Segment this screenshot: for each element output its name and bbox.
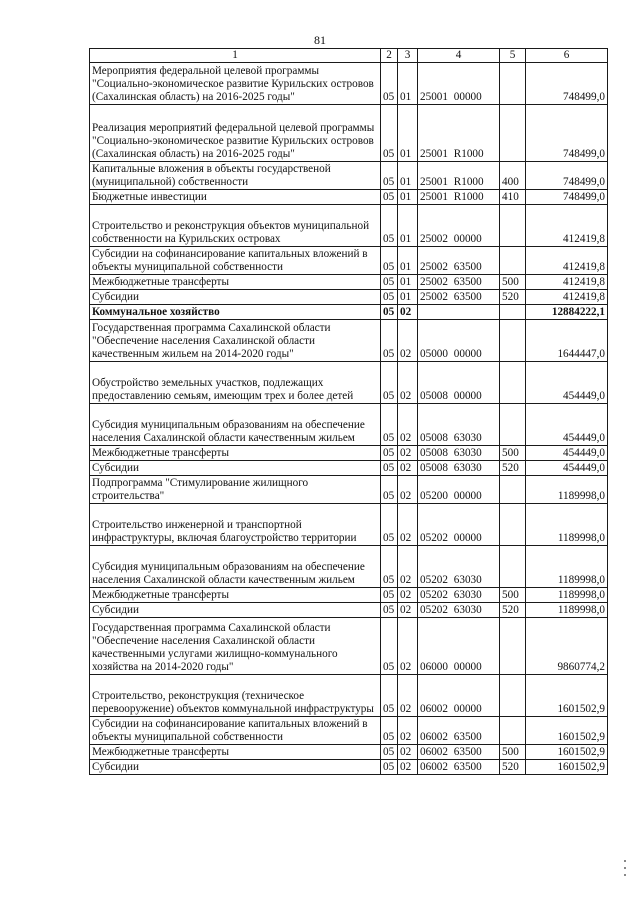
section-code: 05	[381, 476, 398, 504]
amount: 412419,8	[526, 290, 608, 305]
item-name: Капитальные вложения в объекты государственой (муниципальной) собственности	[90, 162, 381, 190]
target-article-code: 25001 R1000	[418, 105, 500, 162]
section-code: 05	[381, 205, 398, 247]
section-code: 05	[381, 717, 398, 745]
subsection-code: 02	[398, 446, 418, 461]
table-row	[90, 461, 608, 476]
header-cell: 6	[526, 49, 608, 63]
item-name: Реализация мероприятий федеральной целевой программы "Социально-экономическое развитие Курильских островов (Сахалинская область) на 2016-2025 годы"	[90, 105, 381, 162]
target-article-code: 06002 63500	[418, 717, 500, 745]
target-article-code: 05008 63030	[418, 461, 500, 476]
item-name: Строительство, реконструкция (техническое перевооружение) объектов коммунальной инфраструктуры	[90, 675, 381, 717]
amount: 1644447,0	[526, 320, 608, 362]
header-row	[90, 49, 608, 63]
section-code: 05	[381, 461, 398, 476]
header-cell: 3	[398, 49, 418, 63]
expense-type-code: 400	[500, 162, 526, 190]
subsection-code: 02	[398, 588, 418, 603]
amount: 748499,0	[526, 63, 608, 105]
item-name: Субсидия муниципальным образованиям на обеспечение населения Сахалинской области качественным жильем	[90, 546, 381, 588]
table-row	[90, 247, 608, 275]
table-row	[90, 618, 608, 675]
amount: 748499,0	[526, 105, 608, 162]
item-name: Коммунальное хозяйство	[90, 305, 381, 320]
table-row	[90, 205, 608, 247]
target-article-code: 06002 63500	[418, 760, 500, 775]
amount: 1189998,0	[526, 504, 608, 546]
dot	[624, 874, 626, 876]
target-article-code: 05008 00000	[418, 362, 500, 404]
amount: 412419,8	[526, 205, 608, 247]
section-code: 05	[381, 546, 398, 588]
expense-type-code	[500, 675, 526, 717]
subsection-code: 02	[398, 504, 418, 546]
table-row	[90, 105, 608, 162]
item-name: Субсидии на софинансирование капитальных вложений в объекты муниципальной собственности	[90, 717, 381, 745]
section-code: 05	[381, 504, 398, 546]
item-name: Межбюджетные трансферты	[90, 275, 381, 290]
item-name: Государственная программа Сахалинской области "Обеспечение населения Сахалинской области качественными услугами жилищно-коммунального хозяйства на 2014-2020 годы"	[90, 618, 381, 675]
table-row	[90, 305, 608, 320]
table-row	[90, 717, 608, 745]
item-name: Строительство и реконструкция объектов муниципальной собственности на Курильских островах	[90, 205, 381, 247]
expense-type-code	[500, 618, 526, 675]
amount: 1601502,9	[526, 675, 608, 717]
section-code: 05	[381, 105, 398, 162]
target-article-code: 25001 R1000	[418, 162, 500, 190]
expense-type-code: 520	[500, 461, 526, 476]
header-cell: 1	[90, 49, 381, 63]
section-code: 05	[381, 362, 398, 404]
amount: 1189998,0	[526, 476, 608, 504]
table-row	[90, 404, 608, 446]
table-row	[90, 446, 608, 461]
amount: 454449,0	[526, 404, 608, 446]
expense-type-code	[500, 247, 526, 275]
expense-type-code	[500, 205, 526, 247]
section-code: 05	[381, 675, 398, 717]
amount: 748499,0	[526, 190, 608, 205]
table-row	[90, 290, 608, 305]
expense-type-code	[500, 476, 526, 504]
section-code: 05	[381, 305, 398, 320]
section-code: 05	[381, 760, 398, 775]
expense-type-code: 410	[500, 190, 526, 205]
amount: 454449,0	[526, 446, 608, 461]
item-name: Межбюджетные трансферты	[90, 446, 381, 461]
section-code: 05	[381, 320, 398, 362]
table-row	[90, 603, 608, 618]
table-row	[90, 63, 608, 105]
expense-type-code	[500, 504, 526, 546]
amount: 454449,0	[526, 461, 608, 476]
scan-artifact-dots	[624, 860, 628, 890]
target-article-code: 25002 63500	[418, 290, 500, 305]
amount: 454449,0	[526, 362, 608, 404]
section-code: 05	[381, 745, 398, 760]
subsection-code: 02	[398, 305, 418, 320]
target-article-code: 25002 63500	[418, 247, 500, 275]
expense-type-code	[500, 362, 526, 404]
table-row	[90, 546, 608, 588]
target-article-code: 05008 63030	[418, 404, 500, 446]
amount: 1189998,0	[526, 546, 608, 588]
dot	[624, 860, 626, 862]
expense-type-code: 500	[500, 745, 526, 760]
section-code: 05	[381, 588, 398, 603]
amount: 412419,8	[526, 275, 608, 290]
expense-type-code: 500	[500, 275, 526, 290]
subsection-code: 01	[398, 105, 418, 162]
amount: 1189998,0	[526, 603, 608, 618]
target-article-code	[418, 305, 500, 320]
target-article-code: 05008 63030	[418, 446, 500, 461]
table-row	[90, 588, 608, 603]
target-article-code: 25001 R1000	[418, 190, 500, 205]
amount: 412419,8	[526, 247, 608, 275]
section-code: 05	[381, 190, 398, 205]
subsection-code: 01	[398, 190, 418, 205]
item-name: Государственная программа Сахалинской области "Обеспечение населения Сахалинской области качественным жильем на 2014-2020 годы"	[90, 320, 381, 362]
subsection-code: 02	[398, 320, 418, 362]
amount: 1601502,9	[526, 760, 608, 775]
item-name: Подпрограмма "Стимулирование жилищного строительства"	[90, 476, 381, 504]
item-name: Субсидии	[90, 461, 381, 476]
section-code: 05	[381, 290, 398, 305]
subsection-code: 01	[398, 162, 418, 190]
subsection-code: 02	[398, 603, 418, 618]
table-row	[90, 745, 608, 760]
target-article-code: 06002 63500	[418, 745, 500, 760]
target-article-code: 05202 00000	[418, 504, 500, 546]
subsection-code: 01	[398, 290, 418, 305]
amount: 1189998,0	[526, 588, 608, 603]
subsection-code: 02	[398, 745, 418, 760]
section-code: 05	[381, 446, 398, 461]
table-row	[90, 504, 608, 546]
expense-type-code	[500, 63, 526, 105]
item-name: Субсидии на софинансирование капитальных вложений в объекты муниципальной собственности	[90, 247, 381, 275]
target-article-code: 25002 00000	[418, 205, 500, 247]
expense-type-code	[500, 320, 526, 362]
target-article-code: 25002 63500	[418, 275, 500, 290]
item-name: Бюджетные инвестиции	[90, 190, 381, 205]
target-article-code: 05200 00000	[418, 476, 500, 504]
subsection-code: 01	[398, 247, 418, 275]
expense-type-code: 520	[500, 603, 526, 618]
amount: 12884222,1	[526, 305, 608, 320]
table-row	[90, 675, 608, 717]
item-name: Межбюджетные трансферты	[90, 745, 381, 760]
item-name: Мероприятия федеральной целевой программы "Социально-экономическое развитие Курильских островов (Сахалинская область) на 2016-2025 годы"	[90, 63, 381, 105]
header-cell: 4	[418, 49, 500, 63]
table-row	[90, 275, 608, 290]
header-cell: 2	[381, 49, 398, 63]
item-name: Субсидии	[90, 603, 381, 618]
table-row	[90, 760, 608, 775]
amount: 9860774,2	[526, 618, 608, 675]
subsection-code: 02	[398, 476, 418, 504]
expense-type-code	[500, 105, 526, 162]
dot	[624, 867, 626, 869]
item-name: Строительство инженерной и транспортной инфраструктуры, включая благоустройство территории	[90, 504, 381, 546]
table-body	[90, 49, 608, 775]
expense-type-code	[500, 404, 526, 446]
item-name: Межбюджетные трансферты	[90, 588, 381, 603]
expense-type-code	[500, 546, 526, 588]
subsection-code: 02	[398, 546, 418, 588]
item-name: Субсидии	[90, 290, 381, 305]
section-code: 05	[381, 63, 398, 105]
section-code: 05	[381, 404, 398, 446]
page-number: 81	[314, 33, 326, 47]
amount: 748499,0	[526, 162, 608, 190]
table-row	[90, 190, 608, 205]
table-row	[90, 476, 608, 504]
target-article-code: 05202 63030	[418, 546, 500, 588]
expense-type-code: 520	[500, 760, 526, 775]
item-name: Обустройство земельных участков, подлежащих предоставлению семьям, имеющим трех и более детей	[90, 362, 381, 404]
expense-type-code	[500, 305, 526, 320]
subsection-code: 02	[398, 618, 418, 675]
amount: 1601502,9	[526, 717, 608, 745]
section-code: 05	[381, 603, 398, 618]
section-code: 05	[381, 275, 398, 290]
expense-type-code	[500, 717, 526, 745]
subsection-code: 02	[398, 461, 418, 476]
subsection-code: 02	[398, 760, 418, 775]
subsection-code: 02	[398, 404, 418, 446]
section-code: 05	[381, 162, 398, 190]
amount: 1601502,9	[526, 745, 608, 760]
subsection-code: 02	[398, 362, 418, 404]
target-article-code: 06002 00000	[418, 675, 500, 717]
target-article-code: 05202 63030	[418, 603, 500, 618]
target-article-code: 06000 00000	[418, 618, 500, 675]
section-code: 05	[381, 247, 398, 275]
expense-type-code: 520	[500, 290, 526, 305]
header-cell: 5	[500, 49, 526, 63]
section-code: 05	[381, 618, 398, 675]
table-row	[90, 162, 608, 190]
subsection-code: 02	[398, 675, 418, 717]
expense-type-code: 500	[500, 588, 526, 603]
target-article-code: 05202 63030	[418, 588, 500, 603]
target-article-code: 25001 00000	[418, 63, 500, 105]
subsection-code: 01	[398, 205, 418, 247]
subsection-code: 02	[398, 717, 418, 745]
table-row	[90, 362, 608, 404]
budget-table	[89, 48, 608, 775]
subsection-code: 01	[398, 63, 418, 105]
expense-type-code: 500	[500, 446, 526, 461]
table-row	[90, 320, 608, 362]
target-article-code: 05000 00000	[418, 320, 500, 362]
item-name: Субсидия муниципальным образованиям на обеспечение населения Сахалинской области качественным жильем	[90, 404, 381, 446]
subsection-code: 01	[398, 275, 418, 290]
item-name: Субсидии	[90, 760, 381, 775]
